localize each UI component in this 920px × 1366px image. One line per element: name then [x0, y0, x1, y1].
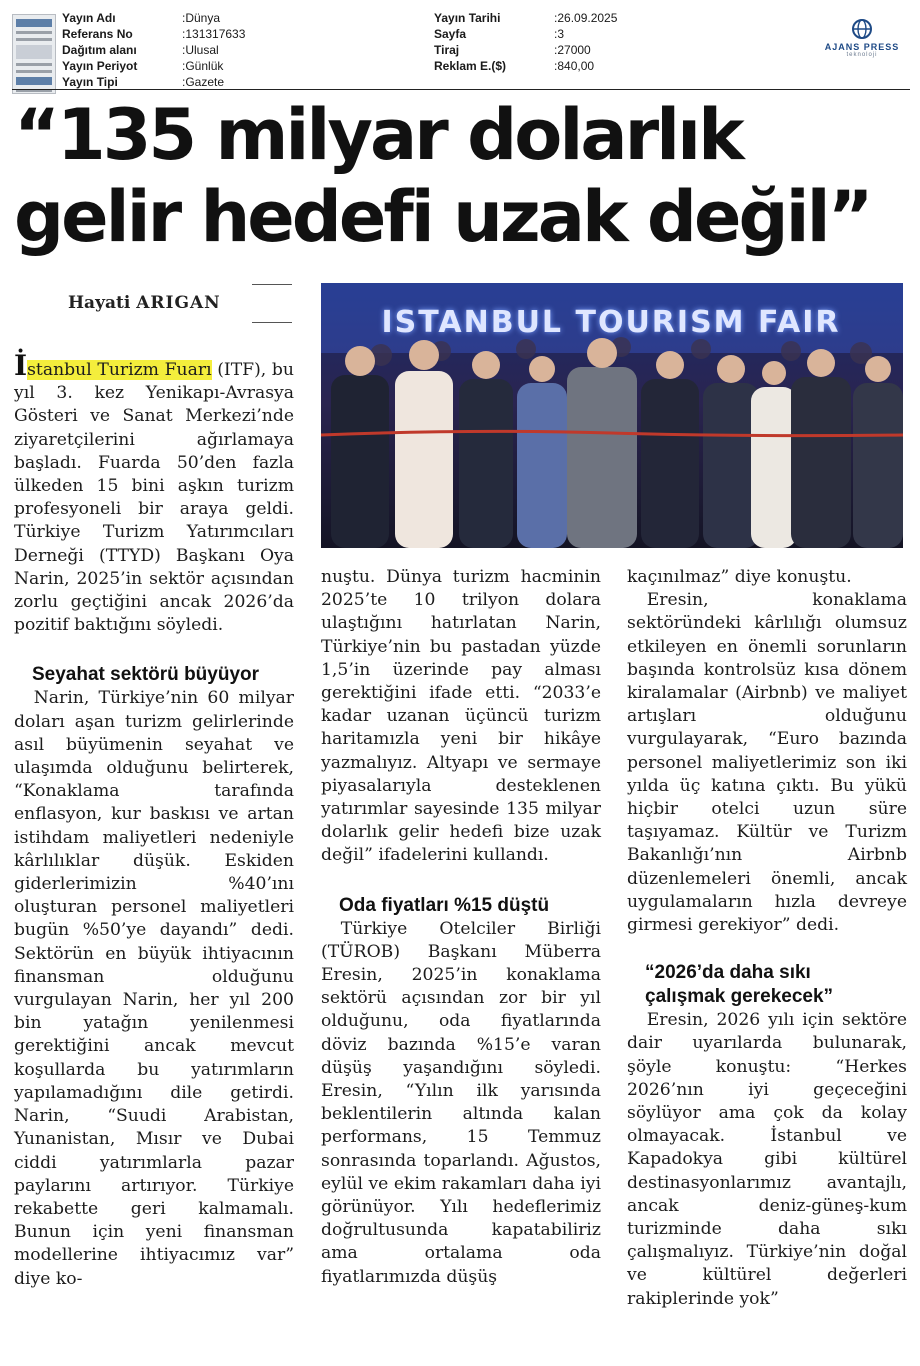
body-paragraph: Eresin, konaklama sektöründeki kârlılığı olumsuz etkileyen en önemli sorunların başında kontrolsüz kısa dönem kiralamalar (Airbnb) ve maliyet artışları olduğunu vurgulayarak, “Euro bazında personel maliyetlerimiz son iki yılda üç katına çıktı. Bu yükü hiçbir otelci uzun süre taşıyamaz. Kültür ve Turizm Bakanlığı’nın Airbnb düzenlemeleri önemli, ancak uygulamaların hızla devreye girmesi gerekiyor” dedi. [627, 590, 907, 936]
body-paragraph: kaçınılmaz” diye konuştu. [627, 567, 852, 587]
author-first-name: Hayati [68, 293, 131, 313]
article-headline [14, 94, 910, 258]
meta-sep: : [182, 75, 186, 89]
headline-line-1: “135 milyar dolarlık [14, 94, 742, 176]
subheading-line-2: çalışmak gerekecek” [645, 986, 834, 1008]
lead-text: (ITF), bu yıl 3. kez Yenikapı-Avrasya Gösteri ve Sanat Merkezi’nde ziyaretçilerini ağırlamaya başladı. Fuarda 50’den fazla ülkeden 15 bini aşkın turizm profesyoneli bir araya geldi. Türkiye Turizm Yatırımcıları Derneği (TTYD) Başkanı Oya Narin, 2025’in sektör açısından zorlu geçtiğini ancak 2026’da pozitif baktığını söyledi. [14, 360, 294, 636]
lead-paragraph [14, 349, 294, 637]
meta-row [62, 58, 245, 74]
meta-value: Dünya [185, 11, 221, 25]
drop-cap: İ [14, 349, 28, 382]
meta-row [62, 42, 245, 58]
meta-sep: : [554, 11, 558, 25]
meta-value: 840,00 [557, 59, 595, 73]
meta-sep: : [182, 59, 186, 73]
meta-value: Gazete [185, 75, 225, 89]
clipping-header [0, 8, 920, 90]
meta-row [434, 10, 617, 26]
meta-value: 3 [557, 27, 565, 41]
globe-icon [851, 18, 873, 40]
meta-label: Reklam E.($) [434, 59, 507, 73]
subheading-seyahat: Seyahat sektörü büyüyor [32, 664, 260, 686]
newspaper-thumbnail [12, 14, 56, 94]
subheading-2026 [627, 961, 907, 1009]
meta-row [62, 10, 245, 26]
body-paragraph: Türkiye Otelciler Birliği (TÜROB) Başkanı Müberra Eresin, 2025’in konaklama sektörü açısından zor bir yıl olduğunu, oda fiyatlarında döviz bazında %15’e varan düşüş yaşandığını söyledi. Eresin, “Yılın ilk yarısında beklentilerin altında kalan performans, 15 Temmuz sonrasında toparlandı. Ağustos, eylül ve ekim rakamları daha iyi görünüyor. Yılı hedeflerimiz doğrultusunda kapatabiliriz ama ortalama oda fiyatlarımızda düşüş [321, 918, 601, 1287]
headline-line-2: gelir hedefi uzak değil” [14, 176, 871, 258]
column-3 [627, 566, 907, 1311]
meta-sep: : [554, 27, 558, 41]
meta-value: Günlük [185, 59, 224, 73]
event-photo [321, 283, 903, 548]
meta-label: Sayfa [434, 27, 467, 41]
meta-value: 131317633 [185, 27, 246, 41]
subheading-oda-fiyatlari: Oda fiyatları %15 düştü [339, 894, 550, 916]
meta-row [434, 42, 617, 58]
body-paragraph: Eresin, 2026 yılı için sektöre dair uyarılarda bulunarak, şöyle konuştu: “Herkes 2026’nın iyi geçeceğini söylüyor ama çok da kolay olmayacak. İstanbul ve Kapadokya gibi kültürel destinasyonlarımız avantajlı, ancak deniz-güneş-kum turizminde daha sıkı çalışmalıyız. Türkiye’nin doğal ve kültürel değerleri rakiplerinde yok” [627, 1010, 907, 1309]
author-last-name: ARIGAN [136, 293, 221, 313]
meta-value: 27000 [557, 43, 591, 57]
meta-sep: : [554, 43, 558, 57]
meta-sep: : [182, 27, 186, 41]
meta-sep: : [182, 43, 186, 57]
meta-label: Yayın Adı [62, 11, 116, 25]
subheading-line-1: “2026’da daha sıkı [645, 962, 811, 984]
header-divider [12, 89, 910, 90]
byline-rule-top [252, 284, 292, 285]
meta-label: Yayın Periyot [62, 59, 138, 73]
meta-row [62, 26, 245, 42]
meta-value: 26.09.2025 [557, 11, 618, 25]
meta-label: Yayın Tarihi [434, 11, 501, 25]
body-paragraph: nuştu. Dünya turizm hacminin 2025’te 10 trilyon dolara ulaştığını hatırlatan Narin, Türkiye’nin bu pastadan yüzde 1,5’in üzerinde pay alması gerektiğini ifade etti. “2033’e kadar uzanan üçüncü turizm haritamızla yeni bir hikâye yazmalıyız. Altyapı ve sermaye piyasalarıyla desteklenen yatırımlar sayesinde 135 milyar dolarlık gelir hedefi bize uzak değil” ifadelerini kullandı. [321, 567, 601, 866]
byline-rule-bottom [252, 322, 292, 323]
photo-banner-text: ISTANBUL TOURISM FAIR [381, 305, 841, 340]
logo-tagline: teknoloji [846, 52, 878, 58]
meta-row [434, 58, 617, 74]
clipping-right-column [434, 10, 617, 74]
meta-label: Yayın Tipi [62, 75, 118, 89]
meta-label: Dağıtım alanı [62, 43, 137, 57]
meta-row [62, 74, 245, 90]
meta-value: Ulusal [185, 43, 219, 57]
ajans-press-logo [812, 18, 912, 58]
highlighted-text: stanbul Turizm Fuarı [27, 360, 212, 380]
meta-label: Referans No [62, 27, 133, 41]
logo-name: AJANS PRESS [824, 42, 900, 52]
meta-sep: : [554, 59, 558, 73]
column-1 [14, 349, 294, 1291]
body-paragraph: Narin, Türkiye’nin 60 milyar doları aşan turizm gelirlerinde asıl büyümenin seyahat ve ulaşımda olduğunu belirterek, “Konaklama tarafında enflasyon, kur baskısı ve artan istihdam maliyetleri nedeniyle kârlılıklar düşük. Eskiden giderlerimizin %40’ını oluşturan personel maliyetleri bugün %50’ye dayandı” dedi. Sektörün en büyük ihtiyacının finansman olduğunu vurgulayan Narin, her yıl 200 bin yatağın yenilenmesi gerektiğini ancak mevcut koşullarda bu yatırımların yapılamadığını dile getirdi. Narin, “Suudi Arabistan, Yunanistan, Mısır ve Dubai ciddi yatırımlarla pazar paylarını artırıyor. Türkiye rekabette geri kalmamalı. Bunun için yeni finansman modellerine ihtiyacımız var” diye ko- [14, 688, 294, 1289]
clipping-left-column [62, 10, 245, 90]
meta-row [434, 26, 617, 42]
meta-sep: : [182, 11, 186, 25]
meta-label: Tiraj [434, 43, 460, 57]
byline [68, 293, 221, 313]
column-2 [321, 566, 601, 1289]
